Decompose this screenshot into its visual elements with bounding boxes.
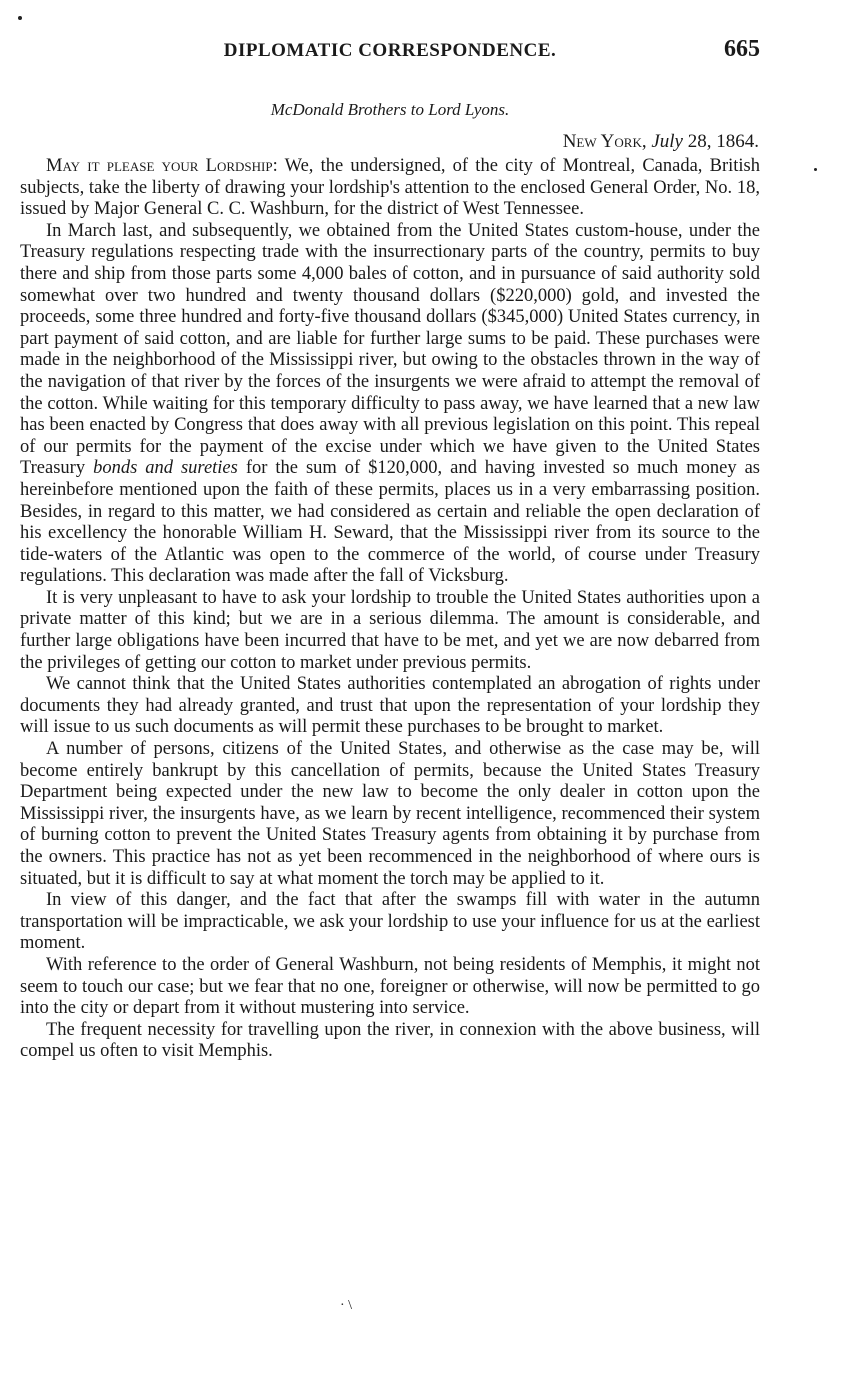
italic-phrase: bonds and sureties xyxy=(93,458,238,479)
paragraph: With reference to the order of General Washburn, not being residents of Memphis, it might not seem to touch our case; but we fear that no one, foreigner or otherwise, will now be permitted to go into the city or depart from it without mustering into service. xyxy=(20,954,760,1019)
paragraph-text: We, the undersigned, of the city of Montreal, Canada, British subjects, take the liberty of drawing your lordship's attention to the enclosed General Order, No. 18, issued by Major General C. C. Washburn, for the district of West Tennessee. xyxy=(20,156,761,220)
dateline-place: New York, xyxy=(562,131,647,152)
paragraph: A number of persons, citizens of the United States, and otherwise as the case may be, will become entirely bankrupt by this cancellation of permits, because the United States Treasury Department being expected under the new law to become the only dealer in cotton upon the Mississippi river, the insurgents have, as we learn by recent intelligence, recommenced their system of burning cotton to prevent the United States Treasury agents from obtaining it by purchase from the owners. This practice has not as yet been recommenced in the neighborhood of where ours is situated, but it is difficult to say at what moment the torch may be applied to it. xyxy=(20,739,760,889)
letter-body xyxy=(20,156,760,1063)
paragraph-text: for the sum of $120,000, and having invested so much money as hereinbefore mentioned upon the faith of these permits, places us in a very embarrassing position. Besides, in regard to this matter, we had considered as certain and reliable the open declaration of his excellency the honorable William H. Seward, that the Mississippi river from its source to the tide-waters of the Atlantic was open to the commerce of the world, of course under Treasury regulations. This declaration was made after the fall of Vicksburg. xyxy=(20,458,760,587)
dateline xyxy=(563,131,759,153)
letter-heading: McDonald Brothers to Lord Lyons. xyxy=(270,100,510,119)
paragraph-text: In March last, and subsequently, we obtained from the United States custom-house, under the Treasury regulations respecting trade with the insurrectionary parts of the country, permits to buy there and ship from those parts some 4,000 bales of cotton, and in pursuance of said authority sold somewhat over two hundred and twenty thousand dollars ($220,000) gold, and invested the proceeds, some three hundred and forty-five thousand dollars ($345,000) United States currency, in part payment of said cotton, and are liable for further large sums to be paid. These purchases were made in the neighborhood of the Mississippi river, but owing to the obstacles thrown in the way of the navigation of that river by the forces of the insurgents we were afraid to attempt the removal of the cotton. While waiting for this temporary difficulty to pass away, we have learned that a new law has been enacted by Congress that does away with all previous legislation on this point. This repeal of our permits for the payment of the excise under which we have given to the United States Treasury xyxy=(20,220,760,479)
page-number: 665 xyxy=(724,36,760,62)
ink-speck xyxy=(18,16,22,20)
footer-mark: · \ xyxy=(340,1298,353,1313)
paragraph: The frequent necessity for travelling upon the river, in connexion with the above business, will compel us often to visit Memphis. xyxy=(20,1019,760,1062)
page-header xyxy=(20,36,760,66)
paragraph: In view of this danger, and the fact that after the swamps fill with water in the autumn transportation will be impracticable, we ask your lordship to use your influence for us at the earliest moment. xyxy=(20,890,760,954)
paragraph: It is very unpleasant to have to ask your lordship to trouble the United States authorities upon a private matter of this kind; but we are in a serious dilemma. The amount is considerable, and further large obligations have been incurred that have to be met, and yet we are now debarred from the privileges of getting our cotton to market under previous permits. xyxy=(20,587,760,673)
dateline-month: July xyxy=(651,131,683,152)
salutation: May it please your Lordship: xyxy=(46,156,278,176)
paragraph: We cannot think that the United States authorities contemplated an abrogation of rights under documents they had already granted, and trust that upon the representation of your lordship they will issue to us such documents as will permit these purchases to be brought to market. xyxy=(20,674,760,738)
running-title: DIPLOMATIC CORRESPONDENCE. xyxy=(223,40,557,61)
paragraph xyxy=(20,221,760,588)
dateline-date: 28, 1864. xyxy=(687,131,759,152)
paragraph xyxy=(20,156,760,221)
ink-speck xyxy=(814,168,817,171)
